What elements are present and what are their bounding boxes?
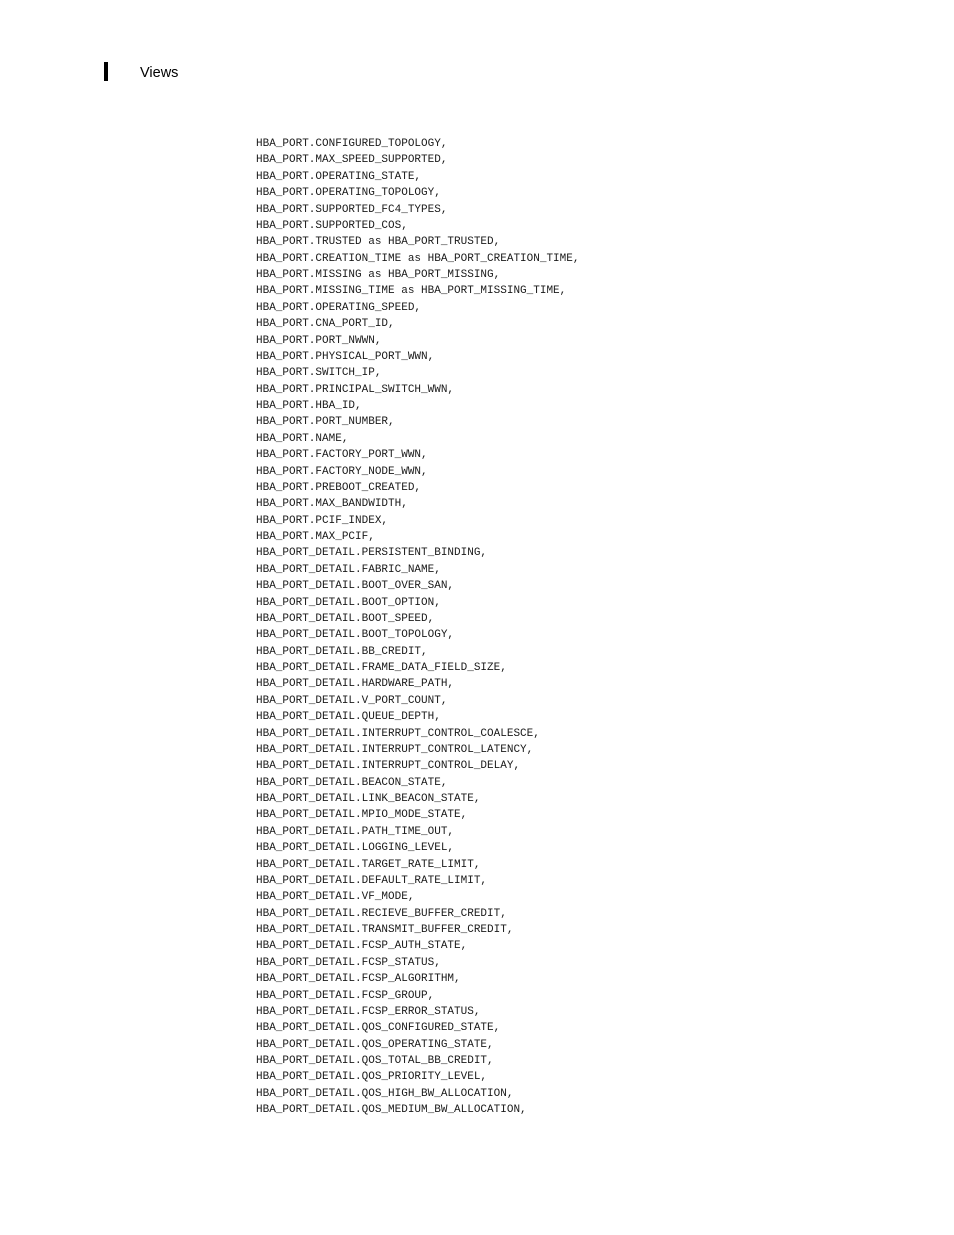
code-line: HBA_PORT.NAME,: [256, 432, 349, 445]
code-line: HBA_PORT.TRUSTED as HBA_PORT_TRUSTED,: [256, 236, 501, 249]
code-line: HBA_PORT_DETAIL.QOS_PRIORITY_LEVEL,: [256, 1071, 488, 1084]
code-line: HBA_PORT.FACTORY_PORT_WWN,: [256, 449, 428, 462]
code-line: HBA_PORT.OPERATING_TOPOLOGY,: [256, 187, 441, 200]
code-line: HBA_PORT_DETAIL.FCSP_GROUP,: [256, 989, 435, 1002]
code-line: HBA_PORT_DETAIL.TRANSMIT_BUFFER_CREDIT,: [256, 924, 514, 936]
code-line: HBA_PORT.MAX_BANDWIDTH,: [256, 498, 408, 511]
code-line: HBA_PORT_DETAIL.BEACON_STATE,: [256, 776, 448, 789]
code-line: HBA_PORT_DETAIL.QOS_HIGH_BW_ALLOCATION,: [256, 1087, 514, 1100]
code-line: HBA_PORT.MISSING_TIME as HBA_PORT_MISSING_TIME,: [256, 285, 567, 298]
code-line: HBA_PORT_DETAIL.LOGGING_LEVEL,: [256, 842, 455, 855]
code-line: HBA_PORT_DETAIL.INTERRUPT_CONTROL_LATENCY,: [256, 743, 534, 756]
code-line: HBA_PORT.OPERATING_STATE,: [256, 170, 422, 183]
code-line: HBA_PORT.CREATION_TIME as HBA_PORT_CREATION_TIME,: [256, 252, 580, 265]
code-line: HBA_PORT_DETAIL.BOOT_TOPOLOGY,: [256, 629, 455, 642]
code-line: HBA_PORT_DETAIL.PATH_TIME_OUT,: [256, 825, 455, 838]
code-line: HBA_PORT_DETAIL.QOS_MEDIUM_BW_ALLOCATION,: [256, 1104, 527, 1117]
code-line: HBA_PORT_DETAIL.QOS_OPERATING_STATE,: [256, 1038, 494, 1051]
code-line: HBA_PORT_DETAIL.INTERRUPT_CONTROL_DELAY,: [256, 760, 521, 773]
code-listing: [256, 136, 579, 1119]
code-line: HBA_PORT.PORT_NWWN,: [256, 334, 382, 347]
code-line: HBA_PORT.SWITCH_IP,: [256, 367, 382, 380]
code-line: HBA_PORT.PHYSICAL_PORT_WWN,: [256, 350, 435, 363]
code-line: HBA_PORT_DETAIL.VF_MODE,: [256, 891, 415, 904]
code-line: HBA_PORT_DETAIL.FABRIC_NAME,: [256, 563, 441, 576]
code-line: HBA_PORT_DETAIL.QOS_TOTAL_BB_CREDIT,: [256, 1055, 494, 1067]
code-line: HBA_PORT_DETAIL.HARDWARE_PATH,: [256, 678, 455, 691]
code-line: HBA_PORT_DETAIL.QUEUE_DEPTH,: [256, 711, 441, 724]
code-line: HBA_PORT.MAX_SPEED_SUPPORTED,: [256, 154, 448, 167]
code-line: HBA_PORT_DETAIL.TARGET_RATE_LIMIT,: [256, 858, 481, 871]
code-line: HBA_PORT.PRINCIPAL_SWITCH_WWN,: [256, 383, 455, 396]
code-line: HBA_PORT.MISSING as HBA_PORT_MISSING,: [256, 269, 501, 281]
code-line: HBA_PORT.PREBOOT_CREATED,: [256, 481, 422, 494]
code-line: HBA_PORT.FACTORY_NODE_WWN,: [256, 465, 428, 478]
code-line: HBA_PORT_DETAIL.LINK_BEACON_STATE,: [256, 793, 481, 805]
code-line: HBA_PORT_DETAIL.FCSP_STATUS,: [256, 956, 441, 969]
code-line: HBA_PORT_DETAIL.BB_CREDIT,: [256, 645, 428, 658]
code-line: HBA_PORT_DETAIL.MPIO_MODE_STATE,: [256, 809, 468, 822]
code-line: HBA_PORT.OPERATING_SPEED,: [256, 301, 422, 314]
code-line: HBA_PORT.PORT_NUMBER,: [256, 416, 395, 429]
code-line: HBA_PORT_DETAIL.FCSP_ALGORITHM,: [256, 973, 461, 986]
code-line: HBA_PORT_DETAIL.QOS_CONFIGURED_STATE,: [256, 1022, 501, 1035]
change-bar: [104, 62, 108, 81]
code-line: HBA_PORT_DETAIL.BOOT_OVER_SAN,: [256, 580, 455, 593]
code-line: HBA_PORT.CONFIGURED_TOPOLOGY,: [256, 138, 448, 150]
code-line: HBA_PORT_DETAIL.FRAME_DATA_FIELD_SIZE,: [256, 662, 507, 674]
code-line: HBA_PORT_DETAIL.INTERRUPT_CONTROL_COALESCE,: [256, 727, 540, 740]
code-line: HBA_PORT.SUPPORTED_FC4_TYPES,: [256, 203, 448, 216]
code-line: HBA_PORT.HBA_ID,: [256, 400, 362, 412]
code-line: HBA_PORT_DETAIL.DEFAULT_RATE_LIMIT,: [256, 874, 488, 887]
code-line: HBA_PORT_DETAIL.V_PORT_COUNT,: [256, 694, 448, 707]
code-line: HBA_PORT.MAX_PCIF,: [256, 531, 375, 543]
code-line: HBA_PORT_DETAIL.BOOT_OPTION,: [256, 596, 441, 609]
code-line: HBA_PORT_DETAIL.BOOT_SPEED,: [256, 612, 435, 625]
code-line: HBA_PORT_DETAIL.FCSP_ERROR_STATUS,: [256, 1005, 481, 1018]
code-line: HBA_PORT_DETAIL.FCSP_AUTH_STATE,: [256, 940, 468, 953]
code-line: HBA_PORT.SUPPORTED_COS,: [256, 219, 408, 232]
running-header: Views: [140, 65, 179, 81]
code-line: HBA_PORT_DETAIL.PERSISTENT_BINDING,: [256, 547, 488, 560]
code-line: HBA_PORT.PCIF_INDEX,: [256, 514, 389, 527]
code-line: HBA_PORT.CNA_PORT_ID,: [256, 318, 395, 331]
code-line: HBA_PORT_DETAIL.RECIEVE_BUFFER_CREDIT,: [256, 907, 507, 920]
